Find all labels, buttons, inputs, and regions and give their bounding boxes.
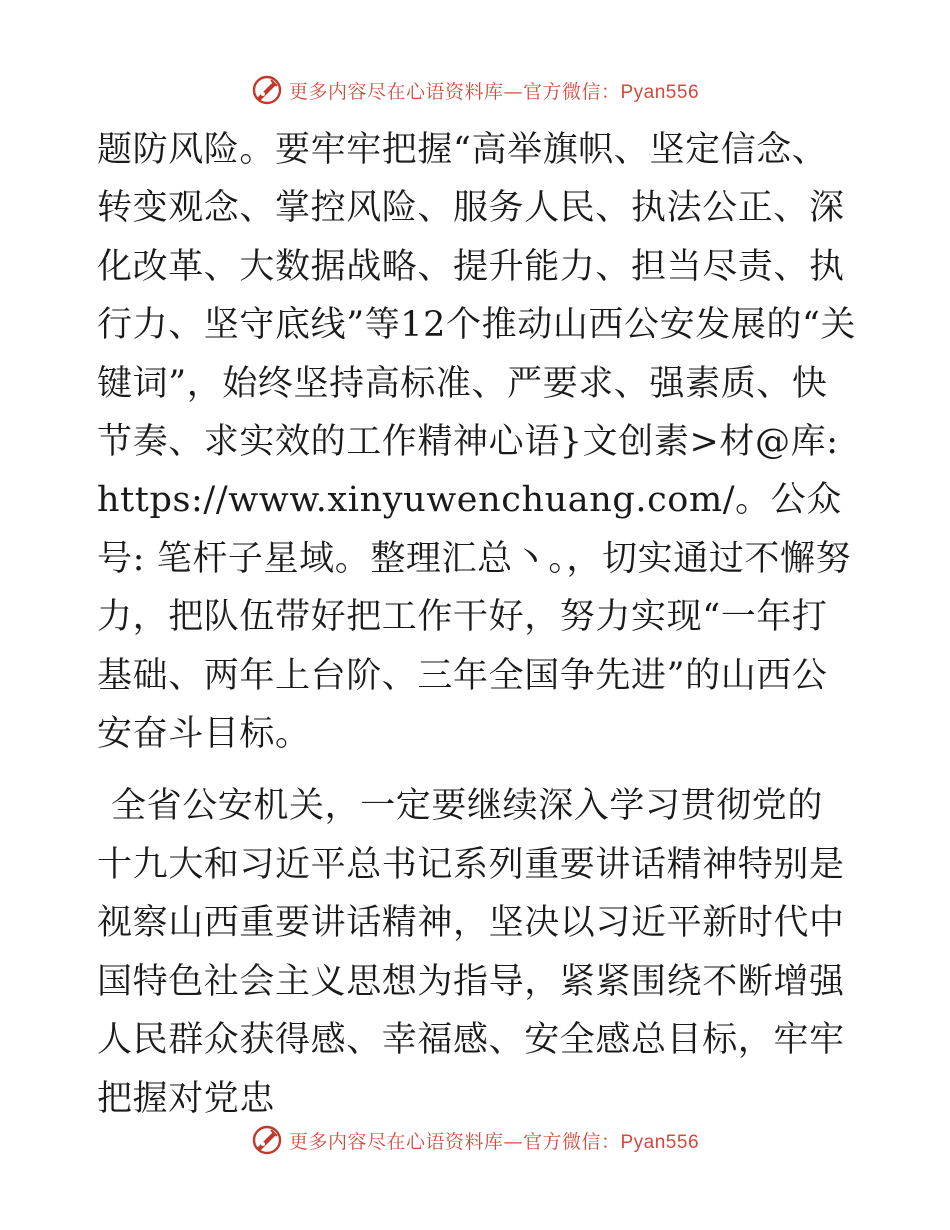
paragraph: 全省公安机关，一定要继续深入学习贯彻党的十九大和习近平总书记系列重要讲话精神特别是视察山西重要讲话精神，坚决以习近平新时代中国特色社会主义思想为指导，紧紧围绕不断增强人民群众获得感、幸福感、安全感总目标，牢牢把握对党忠 <box>97 786 845 1119</box>
watermark-group <box>251 74 699 106</box>
footer-watermark <box>0 1120 950 1160</box>
pen-logo-icon <box>251 74 283 106</box>
watermark-group <box>251 1124 699 1156</box>
watermark-text <box>289 77 699 104</box>
watermark-handle: Pyan556 <box>620 1131 700 1153</box>
watermark-label: 更多内容尽在心语资料库—官方微信： <box>288 1130 621 1153</box>
paragraph: 题防风险。要牢牢把握“高举旗帜、坚定信念、转变观念、掌控风险、服务人民、执法公正、深化改革、大数据战略、提升能力、担当尽责、执行力、坚守底线”等12个推动山西公安发展的“关键词”，始终坚持高标准、严要求、强素质、快节奏、求实效的工作精神心语}文创素>材@库: https://www.xinyuwenchuang.com/。公众号: 笔杆子星域。整理汇总丶。，切实通过不懈努力，把队伍带好把工作干好，努力实现“一年打基础、两年上台阶、三年全国争先进”的山西公安奋斗目标。 <box>97 130 857 755</box>
document-body <box>97 121 857 1128</box>
pen-logo-icon <box>251 1124 283 1156</box>
watermark-text <box>289 1127 699 1154</box>
watermark-handle: Pyan556 <box>620 81 700 103</box>
header-watermark <box>0 70 950 110</box>
watermark-label: 更多内容尽在心语资料库—官方微信： <box>288 80 621 103</box>
